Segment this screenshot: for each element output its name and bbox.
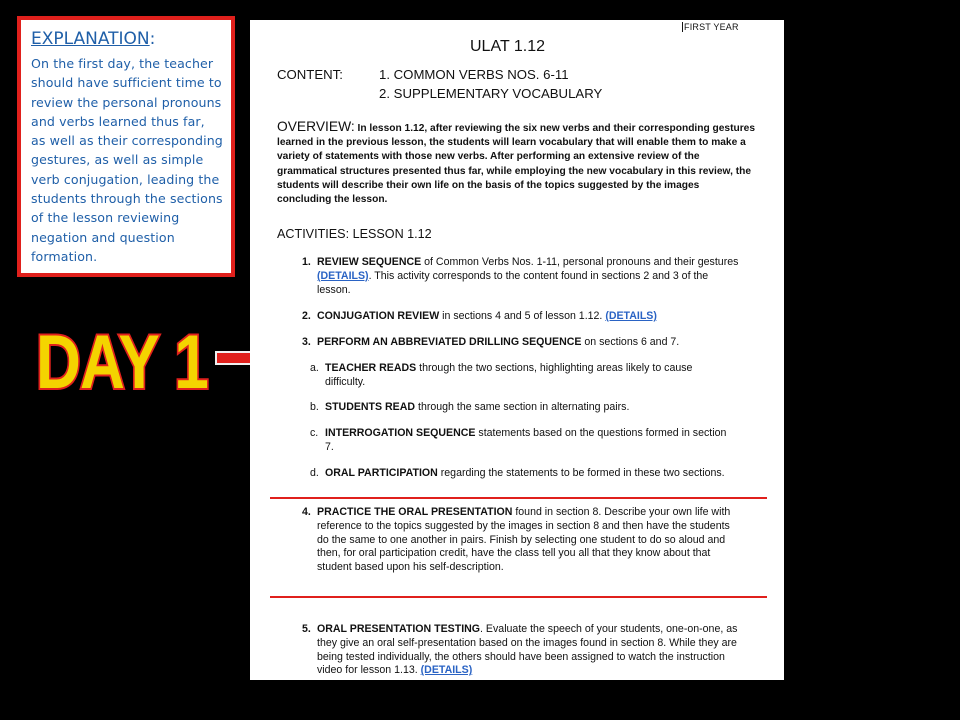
explanation-box bbox=[17, 16, 235, 277]
item-title: REVIEW SEQUENCE bbox=[317, 256, 422, 268]
sub-item-title: ORAL PARTICIPATION bbox=[325, 467, 438, 479]
item-title: ORAL PRESENTATION TESTING bbox=[317, 623, 481, 635]
sub-item-letter: b. bbox=[310, 401, 319, 413]
sub-item-text: statements based on the questions formed in section 7. bbox=[325, 427, 727, 453]
activity-item-2 bbox=[302, 310, 742, 324]
overview-label: OVERVIEW: bbox=[277, 119, 355, 134]
item-title: CONJUGATION REVIEW bbox=[317, 310, 440, 322]
activity-item-1 bbox=[302, 256, 742, 297]
details-link[interactable]: (DETAILS) bbox=[317, 269, 369, 282]
item-text-cont: . This activity corresponds to the content found in sections 2 and 3 of the lesson. bbox=[317, 269, 709, 296]
red-divider-bottom bbox=[270, 596, 767, 598]
explanation-body: On the first day, the teacher should have sufficient time to review the personal pronouns and verbs learned thus far, as well as their corresponding gestures, as well as simple verb conjugation, leading the students through the sections of the lesson reviewing negation and question formation. bbox=[31, 56, 223, 264]
content-label: CONTENT: bbox=[277, 67, 343, 82]
item-number: 1. bbox=[302, 256, 311, 268]
overview bbox=[277, 120, 755, 207]
item-number: 4. bbox=[302, 506, 311, 518]
explanation-heading-text: EXPLANATION bbox=[31, 29, 150, 49]
sub-item-b bbox=[310, 401, 730, 415]
sub-item-title: INTERROGATION SEQUENCE bbox=[325, 427, 476, 439]
activity-item-3 bbox=[302, 336, 742, 350]
sub-item-text: through the same section in alternating pairs. bbox=[415, 401, 630, 413]
details-link[interactable]: (DETAILS) bbox=[605, 310, 657, 322]
sub-item-c bbox=[310, 427, 730, 455]
item-text: of Common Verbs Nos. 1-11, personal pronouns and their gestures bbox=[421, 256, 739, 268]
sub-item-letter: d. bbox=[310, 467, 319, 479]
explanation-heading-colon: : bbox=[149, 29, 156, 49]
item-text: . Evaluate the speech of your students, one-on-one, as they give an oral self-presentation based on the images found in section 8. While they are being tested individually, the others should have been assigned to watch the instruction video for lesson 1.13. bbox=[317, 623, 738, 677]
sub-item-text: through the two sections, highlighting areas likely to cause difficulty. bbox=[325, 362, 693, 388]
content-item-1: 1. COMMON VERBS NOS. 6-11 bbox=[379, 67, 569, 82]
activity-item-4 bbox=[302, 506, 742, 575]
item-text: on sections 6 and 7. bbox=[581, 336, 680, 348]
details-link[interactable]: (DETAILS) bbox=[420, 664, 473, 677]
item-title: PERFORM AN ABBREVIATED DRILLING SEQUENCE bbox=[317, 336, 582, 348]
sub-item-title: TEACHER READS bbox=[325, 362, 417, 374]
red-divider-top bbox=[270, 497, 767, 499]
sub-item-letter: a. bbox=[310, 362, 319, 374]
item-number: 3. bbox=[302, 336, 311, 348]
day-1-banner bbox=[34, 320, 214, 405]
activity-item-5 bbox=[302, 623, 742, 678]
item-title: PRACTICE THE ORAL PRESENTATION bbox=[317, 506, 513, 518]
sub-item-a bbox=[310, 362, 730, 390]
document-title: ULAT 1.12 bbox=[470, 38, 546, 55]
item-number: 2. bbox=[302, 310, 311, 322]
activities-heading: ACTIVITIES: LESSON 1.12 bbox=[277, 227, 432, 241]
overview-text: In lesson 1.12, after reviewing the six new verbs and their corresponding gestures learned in the previous lesson, the students will learn vocabulary that will enable them to make a variety of statements with those new verbs. After performing an extensive review of the grammatical structures presented thus far, while employing the new vocabulary in this review, the students will describe their own life on the basis of the topics suggested by the images concluding the lesson. bbox=[277, 123, 755, 206]
item-number: 5. bbox=[302, 623, 311, 635]
day-1-text: DAY 1 bbox=[36, 320, 208, 405]
item-text: in sections 4 and 5 of lesson 1.12. bbox=[439, 310, 606, 322]
first-year-label: FIRST YEAR bbox=[684, 22, 739, 32]
item-text: found in section 8. Describe your own life with reference to the topics suggested by the images in section 8 and then have the students do the same to one another in pairs. Finish by selecting one student to do so aloud and then, for oral participation credit, have the class tell you all that they know about that student based upon his self-description. bbox=[317, 506, 731, 574]
sub-item-text: regarding the statements to be formed in these two sections. bbox=[437, 467, 725, 479]
sub-item-letter: c. bbox=[310, 427, 319, 439]
content-item-2: 2. SUPPLEMENTARY VOCABULARY bbox=[379, 86, 603, 101]
sub-item-d bbox=[310, 467, 730, 481]
lesson-document bbox=[250, 20, 784, 680]
explanation-heading bbox=[31, 28, 223, 50]
sub-item-title: STUDENTS READ bbox=[325, 401, 416, 413]
